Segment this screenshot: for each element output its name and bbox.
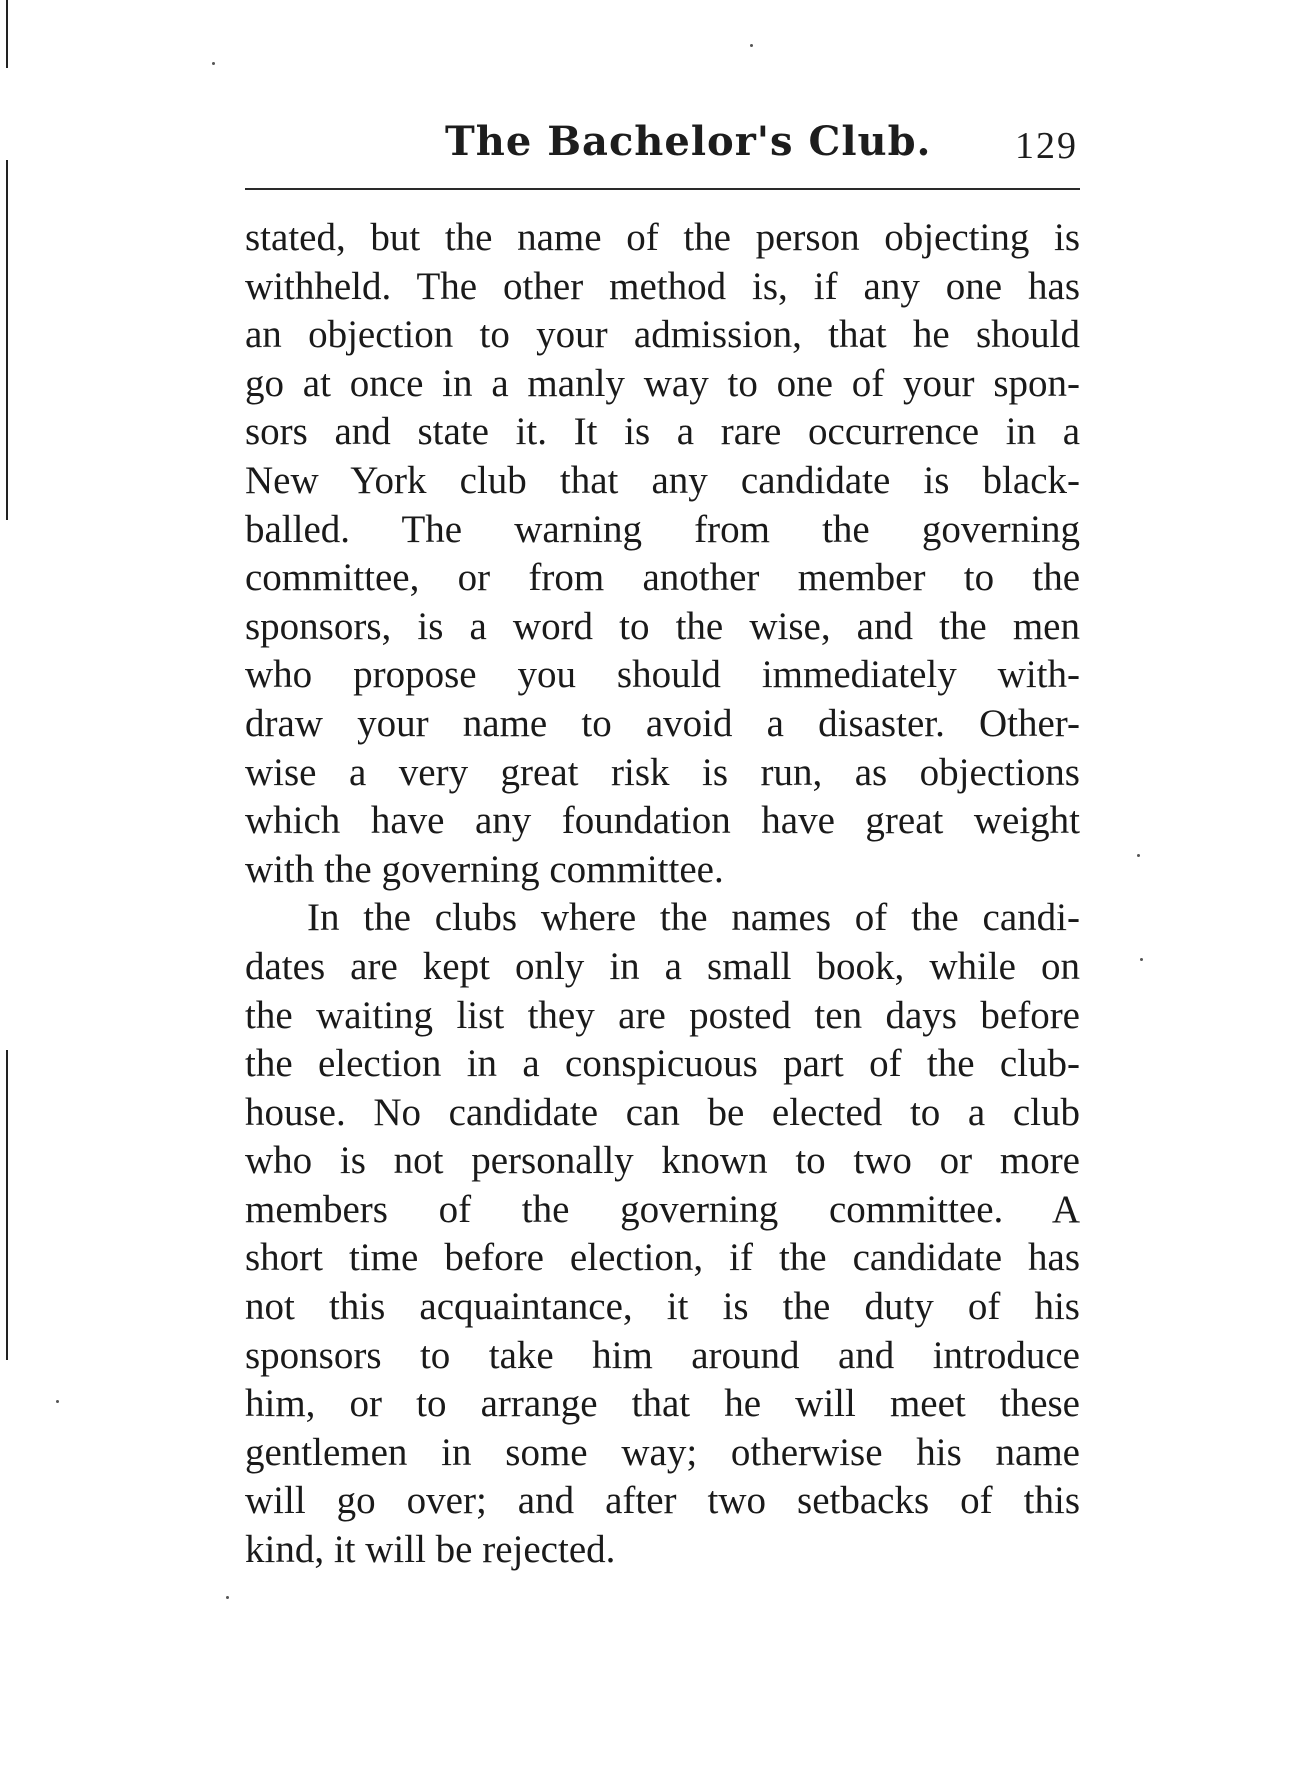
- text-line: committee, or from another member to the: [245, 556, 1080, 600]
- scan-edge-line-top: [6, 0, 8, 68]
- text-line: an objection to your admission, that he should: [245, 313, 1080, 357]
- paragraph-end-line: with the governing committee.: [245, 847, 724, 891]
- text-line: dates are kept only in a small book, while on: [245, 944, 1080, 988]
- paragraph-end-line: kind, it will be rejected.: [245, 1528, 616, 1572]
- text-line: members of the governing committee. A: [245, 1187, 1080, 1231]
- text-line: who is not personally known to two or more: [245, 1139, 1080, 1183]
- page-number: 129: [1015, 125, 1078, 167]
- running-title: The Bachelor's Club.: [445, 118, 932, 165]
- paragraph-start-line: In the clubs where the names of the candi-: [307, 896, 1080, 940]
- scan-speck: [750, 44, 753, 47]
- text-line: the waiting list they are posted ten days before: [245, 993, 1080, 1037]
- text-line: go at once in a manly way to one of your spon-: [245, 361, 1080, 405]
- scan-speck: [226, 1596, 229, 1599]
- text-line: will go over; and after two setbacks of this: [245, 1479, 1080, 1523]
- header-rule: [245, 188, 1080, 190]
- text-line: the election in a conspicuous part of the club-: [245, 1042, 1080, 1086]
- text-line: sponsors to take him around and introduce: [245, 1333, 1080, 1377]
- text-line: draw your name to avoid a disaster. Other-: [245, 701, 1080, 745]
- text-line: who propose you should immediately with-: [245, 653, 1080, 697]
- text-line: house. No candidate can be elected to a club: [245, 1090, 1080, 1134]
- body-text: [245, 214, 1080, 1575]
- text-line: him, or to arrange that he will meet these: [245, 1382, 1080, 1426]
- scan-edge-line-upper: [6, 160, 8, 520]
- text-line: wise a very great risk is run, as objections: [245, 750, 1080, 794]
- text-line: withheld. The other method is, if any one has: [245, 264, 1080, 308]
- page-header: [245, 118, 1080, 178]
- text-line: which have any foundation have great weight: [245, 799, 1080, 843]
- text-line: New York club that any candidate is black-: [245, 458, 1080, 502]
- text-line: stated, but the name of the person objecting is: [245, 216, 1080, 259]
- scan-speck: [212, 62, 215, 65]
- text-line: not this acquaintance, it is the duty of his: [245, 1285, 1080, 1329]
- scan-speck: [56, 1400, 59, 1403]
- text-line: short time before election, if the candidate has: [245, 1236, 1080, 1280]
- text-line: gentlemen in some way; otherwise his name: [245, 1430, 1080, 1474]
- scan-speck: [1140, 958, 1143, 961]
- text-line: sors and state it. It is a rare occurrence in a: [245, 410, 1080, 454]
- scan-speck: [1137, 854, 1140, 857]
- text-line: sponsors, is a word to the wise, and the men: [245, 604, 1080, 648]
- scan-edge-line-lower: [6, 1050, 8, 1360]
- text-line: balled. The warning from the governing: [245, 507, 1080, 551]
